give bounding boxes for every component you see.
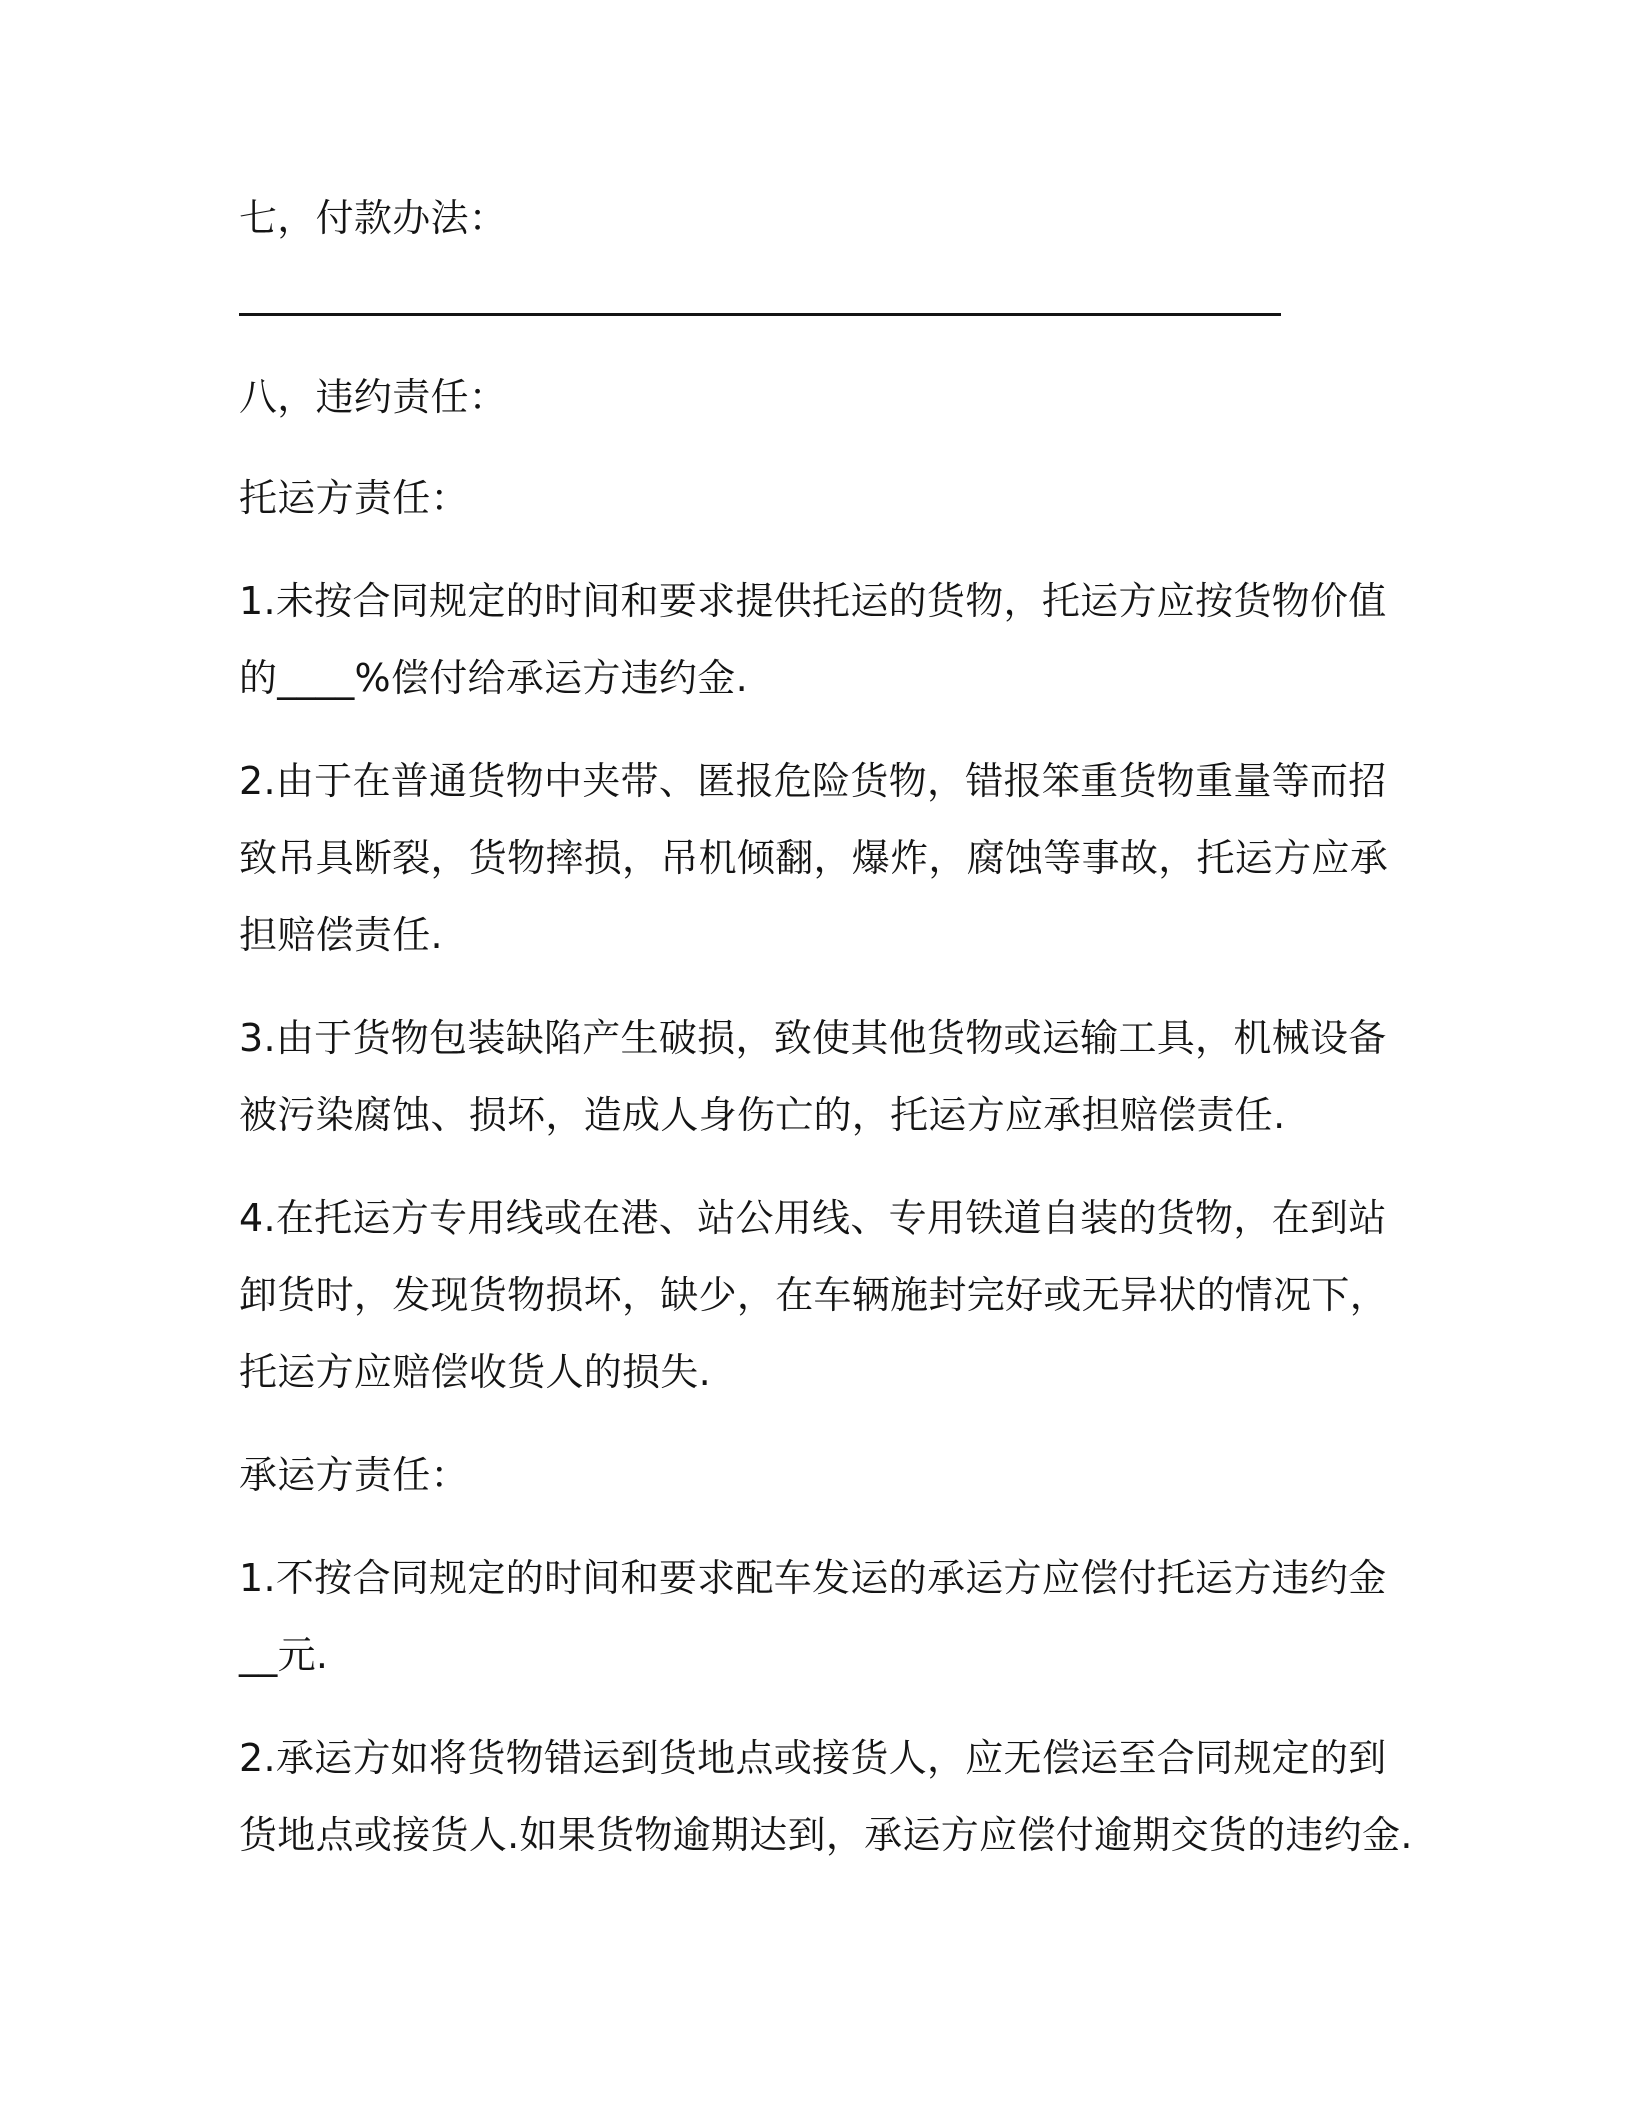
- carrier-clause-line: __元.: [239, 1633, 329, 1677]
- carrier-clause-line: 2.承运方如将货物错运到货地点或接货人，应无偿运至合同规定的到: [239, 1736, 1387, 1780]
- shipper-clause-line: 托运方应赔偿收货人的损失.: [239, 1350, 711, 1394]
- shipper-clause-line: 3.由于货物包装缺陷产生破损，致使其他货物或运输工具，机械设备: [239, 1016, 1387, 1060]
- section-8-heading: 八，违约责任：: [239, 375, 508, 419]
- carrier-clause-line: 1.不按合同规定的时间和要求配车发运的承运方应偿付托运方违约金: [239, 1556, 1387, 1600]
- shipper-clause-line: 被污染腐蚀、损坏，造成人身伤亡的，托运方应承担赔偿责任.: [239, 1093, 1286, 1137]
- shipper-clause-line: 卸货时，发现货物损坏，缺少，在车辆施封完好或无异状的情况下，: [239, 1273, 1389, 1317]
- shipper-responsibility-title: 托运方责任：: [239, 476, 469, 520]
- shipper-clause-line: 1.未按合同规定的时间和要求提供托运的货物，托运方应按货物价值: [239, 579, 1387, 623]
- shipper-clause-line: 的____%偿付给承运方违约金.: [239, 656, 748, 700]
- section-7-heading: 七，付款办法：: [239, 196, 508, 240]
- carrier-clause-line: 货地点或接货人.如果货物逾期达到，承运方应偿付逾期交货的违约金.: [239, 1813, 1413, 1857]
- carrier-responsibility-title: 承运方责任：: [239, 1453, 469, 1497]
- shipper-clause-line: 致吊具断裂，货物摔损，吊机倾翻，爆炸，腐蚀等事故，托运方应承: [239, 836, 1389, 880]
- shipper-clause-line: 担赔偿责任.: [239, 913, 443, 957]
- shipper-clause-line: 2.由于在普通货物中夹带、匿报危险货物，错报笨重货物重量等而招: [239, 759, 1387, 803]
- shipper-clause-line: 4.在托运方专用线或在港、站公用线、专用铁道自装的货物，在到站: [239, 1196, 1387, 1240]
- payment-method-blank-line: [239, 313, 1281, 316]
